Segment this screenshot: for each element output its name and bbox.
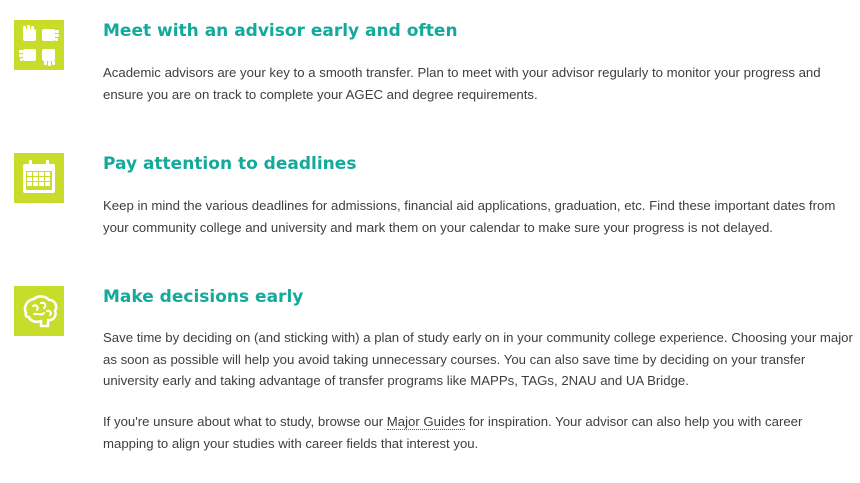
tip-body-text: If you're unsure about what to study, browse our [103,414,387,429]
hands-icon [14,20,64,70]
tip-title: Meet with an advisor early and often [103,21,458,41]
tip-body-text: for inspiration. Your advisor can also help you with career mapping to align your studies with career fields that interest you. [103,414,803,451]
tip-body-secondary [103,411,855,454]
tip-body: Academic advisors are your key to a smooth transfer. Plan to meet with your advisor regularly to monitor your progress and ensure you are on track to complete your AGEC and degree requirements. [103,65,821,102]
calendar-icon [14,153,64,203]
tip-body: Keep in mind the various deadlines for admissions, financial aid applications, graduation, etc. Find these important dates from your community college and university and mark them on your calendar to make sure your progress is not delayed. [103,198,836,235]
major-guides-link[interactable]: Major Guides [386,414,466,429]
brain-icon [14,286,64,336]
tip-title: Make decisions early [103,287,304,307]
tip-body: Save time by deciding on (and sticking with) a plan of study early on in your community college experience. Choosing your major as soon as possible will help you avoid taking unnecessary courses. You can also save time by deciding on your transfer university early and taking advantage of transfer programs like MAPPs, TAGs, 2NAU and UA Bridge. [103,330,853,388]
tip-title: Pay attention to deadlines [103,154,357,174]
